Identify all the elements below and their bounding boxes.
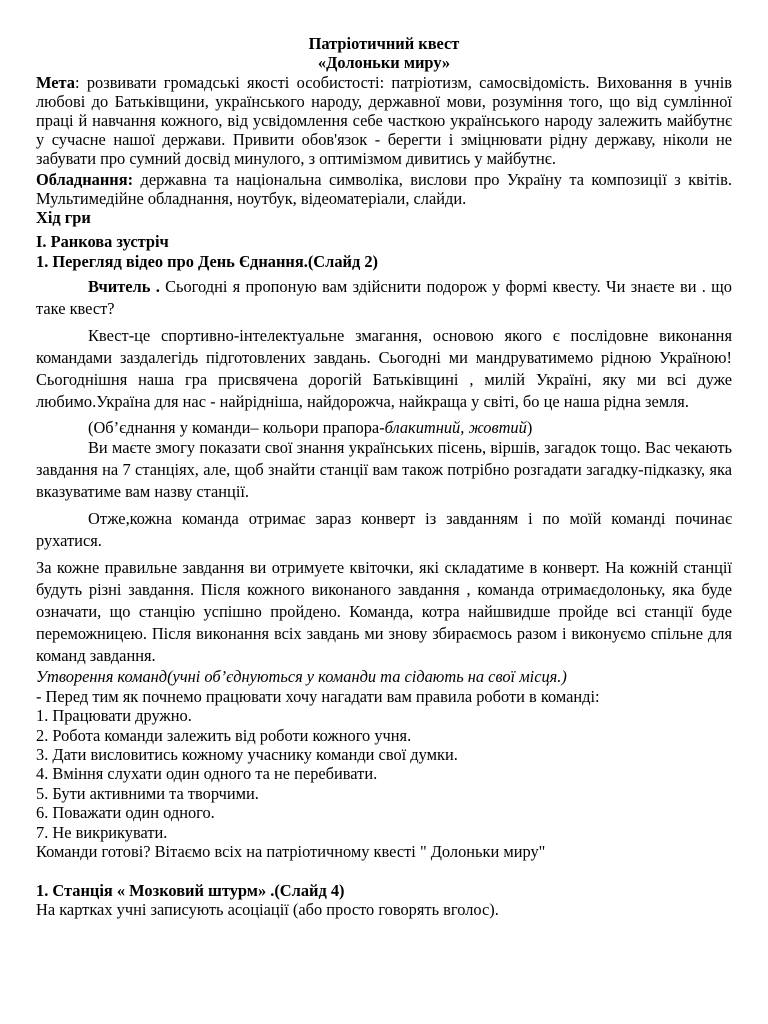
list-item: 7. Не викрикувати.	[36, 822, 168, 842]
station-1-heading: 1. Станція « Мозковий штурм» .(Слайд 4)	[36, 880, 345, 900]
teacher-paragraph	[36, 276, 732, 320]
teams-note: Утворення команд(учні об’єднуються у команди та сідають на свої місця.)	[36, 667, 567, 687]
list-item: 2. Робота команди залежить від роботи кожного учня.	[36, 725, 412, 745]
title-line-2: «Долоньки миру»	[317, 53, 451, 73]
list-item: 3. Дати висловитись кожному учаснику команди свої думки.	[36, 745, 458, 765]
envelope-paragraph: Отже,кожна команда отримає зараз конверт із завданням і по моїй команді починає рухатися.	[36, 509, 732, 551]
flag-colors: блакитний, жовтий	[384, 418, 527, 438]
title-line-1: Патріотичний квест	[308, 34, 460, 53]
goal-text: : розвивати громадські якості особистості: патріотизм, самосвідомість. Виховання в учнів любові до Батьківщини, українського народу, державної мови, розуміння того, що від сумлінної праці й навчання кожного, від усвідомлення себе часткою українського народу залежить майбутнє у сучасне нашої держави. Привити обов'язок - берегти і зміцнювати рідну державу, ніколи не забувати про сумний досвід минулого, з оптимізмом дивитись у майбутнє.	[36, 72, 732, 168]
knowledge-paragraph: Ви маєте змогу показати свої знання українських пісень, віршів, загадок тощо. Вас чекають завдання на 7 станціях, але, щоб знайти станції вам також потрібно розгадати загадку-підказку, яка вказуватиме вам назву станції.	[36, 438, 732, 502]
document-page	[36, 34, 732, 919]
rules-list	[36, 706, 732, 842]
list-item: 4. Вміння слухати один одного та не перебивати.	[36, 764, 378, 784]
station-1-text: На картках учні записують асоціації (або просто говорять вголос).	[36, 899, 499, 919]
list-item: 1. Працювати дружно.	[36, 706, 192, 726]
quest-paragraph: Квест-це спортивно-інтелектуальне змагання, основою якого є послідовне виконання командами заздалегідь підготовлених завдань. Сьогодні ми мандруватимемо рідною Україною! Сьогоднішня наша гра присвячена дорогій Батьківщині , милій Україні, яку ми всі дуже любимо.Україна для нас - найрідніша, найдорожча, найкраща у світі, бо це наша рідна земля.	[36, 326, 732, 412]
equipment-text: державна та національна символіка, вислови про Україну та композиції з квітів. Мультимедійне обладнання, ноутбук, відеоматеріали, слайди.	[36, 169, 732, 208]
equipment-paragraph	[36, 170, 732, 208]
teacher-text: Сьогодні я пропоную вам здійснити подорож у формі квесту. Чи знаєте ви . що таке квест?	[36, 277, 732, 319]
list-item: 5. Бути активними та творчими.	[36, 783, 259, 803]
section-1-heading: І. Ранкова зустріч	[36, 232, 169, 252]
rules-intro: - Перед тим як почнемо працювати хочу нагадати вам правила роботи в команді:	[36, 686, 600, 706]
goal-paragraph	[36, 73, 732, 168]
welcome-line: Команди готові? Вітаємо всіх на патріотичному квесті " Долоньки миру"	[36, 842, 546, 862]
list-item: 6. Поважати один одного.	[36, 803, 215, 823]
game-heading: Хід гри	[36, 207, 91, 227]
goal-label: Мета	[36, 72, 75, 92]
teacher-label: Вчитель .	[88, 277, 160, 297]
flowers-paragraph: За кожне правильне завдання ви отримуете квіточки, які складатиме в конверт. На кожній станції будуть різні завдання. Після кожного виконаного завдання , команда отримаєдолоньку, яка буде означати, що станцію успішно пройдено. Команда, котра найшвидше пройде всі станції буде переможницею. Після виконання всіх завдань ми знову збираємось разом і виконуємо спільне для команд завдання.	[36, 558, 732, 666]
equipment-label: Обладнання:	[36, 169, 134, 189]
item-1-heading: 1. Перегляд відео про День Єднання.(Слайд 2)	[36, 251, 379, 271]
union-paragraph: (Об’єднання у команди– кольори прапора-блакитний, жовтий)	[88, 418, 533, 438]
